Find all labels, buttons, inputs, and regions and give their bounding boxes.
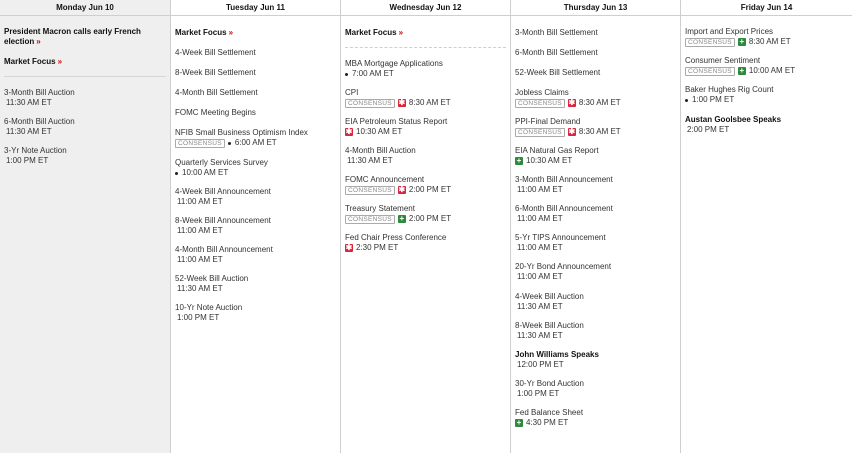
event-time: 6:00 AM ET bbox=[234, 138, 277, 147]
event-name[interactable]: 3-Month Bill Announcement bbox=[515, 175, 613, 184]
event-name[interactable]: FOMC Announcement bbox=[345, 175, 425, 184]
event-item[interactable] bbox=[175, 187, 336, 207]
event-name[interactable]: 3-Yr Note Auction bbox=[4, 146, 67, 155]
event-name[interactable]: 10-Yr Note Auction bbox=[175, 303, 243, 312]
event-name[interactable]: 6-Month Bill Announcement bbox=[515, 204, 613, 213]
event-time: 1:00 PM ET bbox=[692, 95, 735, 104]
event-time: 11:30 AM ET bbox=[6, 98, 52, 107]
day-header: Thursday Jun 13 bbox=[511, 0, 680, 16]
event-time: 10:30 AM ET bbox=[526, 156, 573, 165]
event-market-focus[interactable] bbox=[4, 57, 166, 67]
event-item[interactable] bbox=[515, 292, 676, 312]
event-item[interactable] bbox=[515, 68, 676, 78]
event-macron-election[interactable] bbox=[4, 27, 154, 47]
bullet-icon bbox=[685, 99, 688, 102]
event-name[interactable]: EIA Natural Gas Report bbox=[515, 146, 599, 155]
event-name[interactable]: John Williams Speaks bbox=[515, 350, 599, 359]
plus-icon: + bbox=[399, 214, 405, 223]
event-item[interactable] bbox=[175, 88, 336, 98]
event-time: 10:30 AM ET bbox=[356, 127, 403, 136]
event-item[interactable] bbox=[345, 146, 506, 166]
day-column-tuesday bbox=[171, 0, 341, 453]
chevron-right-icon: » bbox=[398, 28, 404, 37]
event-time: 11:30 AM ET bbox=[517, 302, 563, 311]
event-time: 11:00 AM ET bbox=[517, 214, 563, 223]
consensus-badge[interactable]: CONSENSUS bbox=[175, 139, 225, 148]
event-item[interactable] bbox=[175, 274, 336, 294]
high-impact-star-icon: ✱ bbox=[398, 185, 406, 194]
event-name[interactable]: Quarterly Services Survey bbox=[175, 158, 268, 167]
event-name[interactable]: EIA Petroleum Status Report bbox=[345, 117, 448, 126]
event-item[interactable] bbox=[4, 146, 166, 166]
event-name[interactable]: 30-Yr Bond Auction bbox=[515, 379, 584, 388]
event-item[interactable] bbox=[515, 408, 676, 428]
event-name[interactable]: Consumer Sentiment bbox=[685, 56, 761, 65]
event-time: 2:30 PM ET bbox=[356, 243, 399, 252]
event-name[interactable]: Market Focus bbox=[4, 57, 56, 66]
event-name[interactable]: 8-Week Bill Announcement bbox=[175, 216, 271, 225]
event-name[interactable]: Import and Export Prices bbox=[685, 27, 774, 36]
event-time: 4:30 PM ET bbox=[526, 418, 569, 427]
consensus-badge[interactable]: CONSENSUS bbox=[345, 99, 395, 108]
section-divider bbox=[4, 76, 166, 77]
event-name[interactable]: 8-Week Bill Settlement bbox=[175, 68, 256, 77]
event-time: 8:30 AM ET bbox=[578, 127, 621, 136]
event-item[interactable] bbox=[345, 233, 506, 253]
event-name[interactable]: 6-Month Bill Auction bbox=[4, 117, 75, 126]
event-market-focus[interactable] bbox=[175, 28, 336, 38]
event-item[interactable] bbox=[175, 158, 336, 178]
day-column-thursday bbox=[511, 0, 681, 453]
event-time: 2:00 PM ET bbox=[408, 185, 452, 194]
event-name[interactable]: Treasury Statement bbox=[345, 204, 415, 213]
consensus-badge[interactable]: CONSENSUS bbox=[685, 38, 735, 47]
event-item[interactable] bbox=[345, 204, 506, 224]
high-impact-star-icon: ✱ bbox=[568, 98, 576, 107]
event-name[interactable]: Austan Goolsbee Speaks bbox=[685, 115, 782, 124]
event-time: 11:30 AM ET bbox=[177, 284, 223, 293]
event-time: 11:30 AM ET bbox=[6, 127, 52, 136]
event-name[interactable]: President Macron calls early French election bbox=[4, 27, 141, 46]
event-name[interactable]: Jobless Claims bbox=[515, 88, 569, 97]
event-item[interactable] bbox=[515, 146, 676, 166]
event-item[interactable] bbox=[685, 56, 848, 76]
event-time: 11:00 AM ET bbox=[517, 272, 563, 281]
event-item[interactable] bbox=[175, 216, 336, 236]
event-name[interactable]: MBA Mortgage Applications bbox=[345, 59, 443, 68]
event-item[interactable] bbox=[515, 204, 676, 224]
event-item[interactable] bbox=[175, 303, 336, 323]
event-item[interactable] bbox=[175, 108, 336, 118]
event-time: 8:30 AM ET bbox=[408, 98, 451, 107]
high-impact-star-icon: ✱ bbox=[398, 98, 406, 107]
event-item[interactable] bbox=[515, 321, 676, 341]
event-item[interactable] bbox=[175, 68, 336, 78]
event-time: 10:00 AM ET bbox=[182, 168, 229, 177]
event-time: 11:30 AM ET bbox=[347, 156, 393, 165]
event-item[interactable] bbox=[4, 117, 166, 137]
event-name[interactable]: 4-Week Bill Announcement bbox=[175, 187, 271, 196]
event-item[interactable] bbox=[175, 245, 336, 265]
day-column-monday bbox=[0, 0, 171, 453]
event-item[interactable] bbox=[515, 379, 676, 399]
event-name[interactable]: NFIB Small Business Optimism Index bbox=[175, 128, 308, 137]
event-time: 12:00 PM ET bbox=[517, 360, 564, 369]
event-name[interactable]: 5-Yr TIPS Announcement bbox=[515, 233, 606, 242]
event-name[interactable]: Market Focus bbox=[345, 28, 397, 37]
consensus-badge[interactable]: CONSENSUS bbox=[685, 67, 735, 76]
event-item[interactable] bbox=[515, 117, 676, 137]
event-name[interactable]: PPI-Final Demand bbox=[515, 117, 581, 126]
event-time: 11:00 AM ET bbox=[177, 197, 223, 206]
event-name[interactable]: 4-Month Bill Auction bbox=[345, 146, 416, 155]
event-time: 1:00 PM ET bbox=[6, 156, 49, 165]
high-impact-star-icon: ✱ bbox=[345, 243, 353, 252]
day-header: Tuesday Jun 11 bbox=[171, 0, 340, 16]
plus-icon: + bbox=[516, 156, 522, 165]
chevron-right-icon: » bbox=[57, 57, 63, 66]
event-name[interactable]: 20-Yr Bond Announcement bbox=[515, 262, 612, 271]
event-name[interactable]: Market Focus bbox=[175, 28, 227, 37]
day-header: Wednesday Jun 12 bbox=[341, 0, 510, 16]
event-name[interactable]: 8-Week Bill Auction bbox=[515, 321, 584, 330]
event-item[interactable] bbox=[685, 85, 848, 105]
event-name[interactable]: Fed Balance Sheet bbox=[515, 408, 584, 417]
event-name[interactable]: Fed Chair Press Conference bbox=[345, 233, 447, 242]
bullet-icon bbox=[175, 172, 178, 175]
event-time: 11:00 AM ET bbox=[517, 185, 563, 194]
day-header: Monday Jun 10 bbox=[0, 0, 170, 16]
event-item[interactable] bbox=[515, 233, 676, 253]
event-time: 7:00 AM ET bbox=[352, 69, 394, 78]
event-item[interactable] bbox=[515, 88, 676, 108]
plus-icon: + bbox=[739, 66, 745, 75]
event-item[interactable] bbox=[345, 88, 506, 108]
event-time: 8:30 AM ET bbox=[748, 37, 791, 46]
event-name[interactable]: 3-Month Bill Auction bbox=[4, 88, 75, 97]
event-name[interactable]: 52-Week Bill Settlement bbox=[515, 68, 601, 77]
event-item[interactable] bbox=[175, 128, 336, 148]
event-time: 2:00 PM ET bbox=[687, 125, 730, 134]
high-impact-star-icon: ✱ bbox=[568, 127, 576, 136]
event-time: 1:00 PM ET bbox=[177, 313, 220, 322]
plus-icon: + bbox=[739, 37, 745, 46]
bullet-icon bbox=[228, 142, 231, 145]
day-header: Friday Jun 14 bbox=[681, 0, 852, 16]
event-item[interactable] bbox=[345, 175, 506, 195]
consensus-badge[interactable]: CONSENSUS bbox=[515, 128, 565, 137]
event-time: 8:30 AM ET bbox=[578, 98, 621, 107]
event-name[interactable]: 4-Week Bill Settlement bbox=[175, 48, 256, 57]
event-name[interactable]: 4-Week Bill Auction bbox=[515, 292, 584, 301]
event-item[interactable] bbox=[515, 262, 676, 282]
event-time: 11:00 AM ET bbox=[177, 255, 223, 264]
event-name[interactable]: 4-Month Bill Announcement bbox=[175, 245, 273, 254]
event-name[interactable]: Baker Hughes Rig Count bbox=[685, 85, 774, 94]
plus-icon: + bbox=[516, 418, 522, 427]
event-item[interactable] bbox=[515, 28, 676, 38]
event-john-williams-speaks[interactable] bbox=[515, 350, 676, 370]
event-item[interactable] bbox=[345, 117, 506, 137]
event-item[interactable] bbox=[515, 48, 676, 58]
event-time: 11:00 AM ET bbox=[517, 243, 563, 252]
event-name[interactable]: CPI bbox=[345, 88, 359, 97]
consensus-badge[interactable]: CONSENSUS bbox=[345, 215, 395, 224]
event-time: 2:00 PM ET bbox=[408, 214, 452, 223]
event-item[interactable] bbox=[4, 88, 166, 108]
bullet-icon bbox=[345, 73, 348, 76]
event-name[interactable]: 4-Month Bill Settlement bbox=[175, 88, 258, 97]
chevron-right-icon: » bbox=[36, 37, 41, 46]
chevron-right-icon: » bbox=[228, 28, 234, 37]
event-item[interactable] bbox=[345, 59, 506, 79]
event-item[interactable] bbox=[515, 175, 676, 195]
section-divider bbox=[345, 47, 506, 48]
event-name[interactable]: 52-Week Bill Auction bbox=[175, 274, 249, 283]
event-item[interactable] bbox=[175, 48, 336, 58]
day-column-wednesday bbox=[341, 0, 511, 453]
event-time: 1:00 PM ET bbox=[517, 389, 560, 398]
event-name[interactable]: 6-Month Bill Settlement bbox=[515, 48, 598, 57]
consensus-badge[interactable]: CONSENSUS bbox=[345, 186, 395, 195]
event-market-focus[interactable] bbox=[345, 28, 506, 38]
event-time: 11:30 AM ET bbox=[517, 331, 563, 340]
event-name[interactable]: 3-Month Bill Settlement bbox=[515, 28, 598, 37]
event-time: 11:00 AM ET bbox=[177, 226, 223, 235]
high-impact-star-icon: ✱ bbox=[345, 127, 353, 136]
event-austan-goolsbee-speaks[interactable] bbox=[685, 115, 848, 135]
consensus-badge[interactable]: CONSENSUS bbox=[515, 99, 565, 108]
event-time: 10:00 AM ET bbox=[748, 66, 796, 75]
event-name[interactable]: FOMC Meeting Begins bbox=[175, 108, 256, 117]
day-column-friday bbox=[681, 0, 852, 453]
event-item[interactable] bbox=[685, 27, 848, 47]
